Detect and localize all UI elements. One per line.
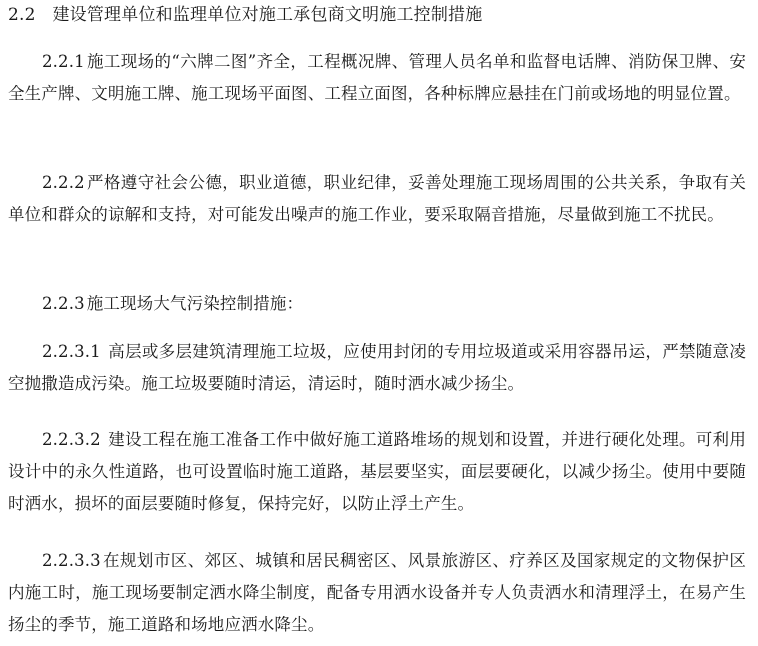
paragraph-2-2-3-2: [8, 424, 746, 520]
paragraph-text: 严格遵守社会公德，职业道德，职业纪律，妥善处理施工现场周围的公共关系，争取有关单位和群众的谅解和支持，对可能发出噪声的施工作业，要采取隔音措施，尽量做到施工不扰民。: [8, 173, 746, 224]
paragraph-text: 在规划市区、郊区、城镇和居民稠密区、风景旅游区、疗养区及国家规定的文物保护区内施工时，施工现场要制定洒水降尘制度，配备专用洒水设备并专人负责洒水和清理浮土，在易产生扬尘的季节，施工道路和场地应洒水降尘。: [8, 551, 746, 634]
paragraph-number: 2.2.3.2: [42, 430, 101, 449]
paragraph-number: 2.2.1: [42, 52, 85, 71]
paragraph-2-2-3: [8, 288, 746, 320]
paragraph-number: 2.2.3.1: [42, 342, 101, 361]
section-title: 建设管理单位和监理单位对施工承包商文明施工控制措施: [52, 5, 483, 25]
paragraph-text: 施工现场大气污染控制措施：: [86, 294, 304, 313]
paragraph-2-2-1: [8, 46, 746, 110]
paragraph-number: 2.2.3.3: [42, 551, 101, 570]
paragraph-number: 2.2.2: [42, 173, 85, 192]
paragraph-text: 建设工程在施工准备工作中做好施工道路堆场的规划和设置，并进行硬化处理。可利用设计中的永久性道路，也可设置临时施工道路，基层要坚实，面层要硬化，以减少扬尘。使用中要随时洒水，损坏的面层要随时修复，保持完好，以防止浮土产生。: [8, 430, 746, 513]
paragraph-number: 2.2.3: [42, 294, 85, 313]
paragraph-text: 高层或多层建筑清理施工垃圾，应使用封闭的专用垃圾道或采用容器吊运，严禁随意凌空抛撒造成污染。施工垃圾要随时清运，清运时，随时洒水减少扬尘。: [8, 342, 746, 393]
section-heading: [8, 4, 482, 26]
paragraph-2-2-3-3: [8, 545, 746, 641]
paragraph-2-2-3-1: [8, 336, 746, 400]
paragraph-text: 施工现场的“六牌二图”齐全，工程概况牌、管理人员名单和监督电话牌、消防保卫牌、安全生产牌、文明施工牌、施工现场平面图、工程立面图，各种标牌应悬挂在门前或场地的明显位置。: [8, 52, 746, 103]
section-number: 2.2: [8, 5, 36, 25]
paragraph-2-2-2: [8, 167, 746, 231]
